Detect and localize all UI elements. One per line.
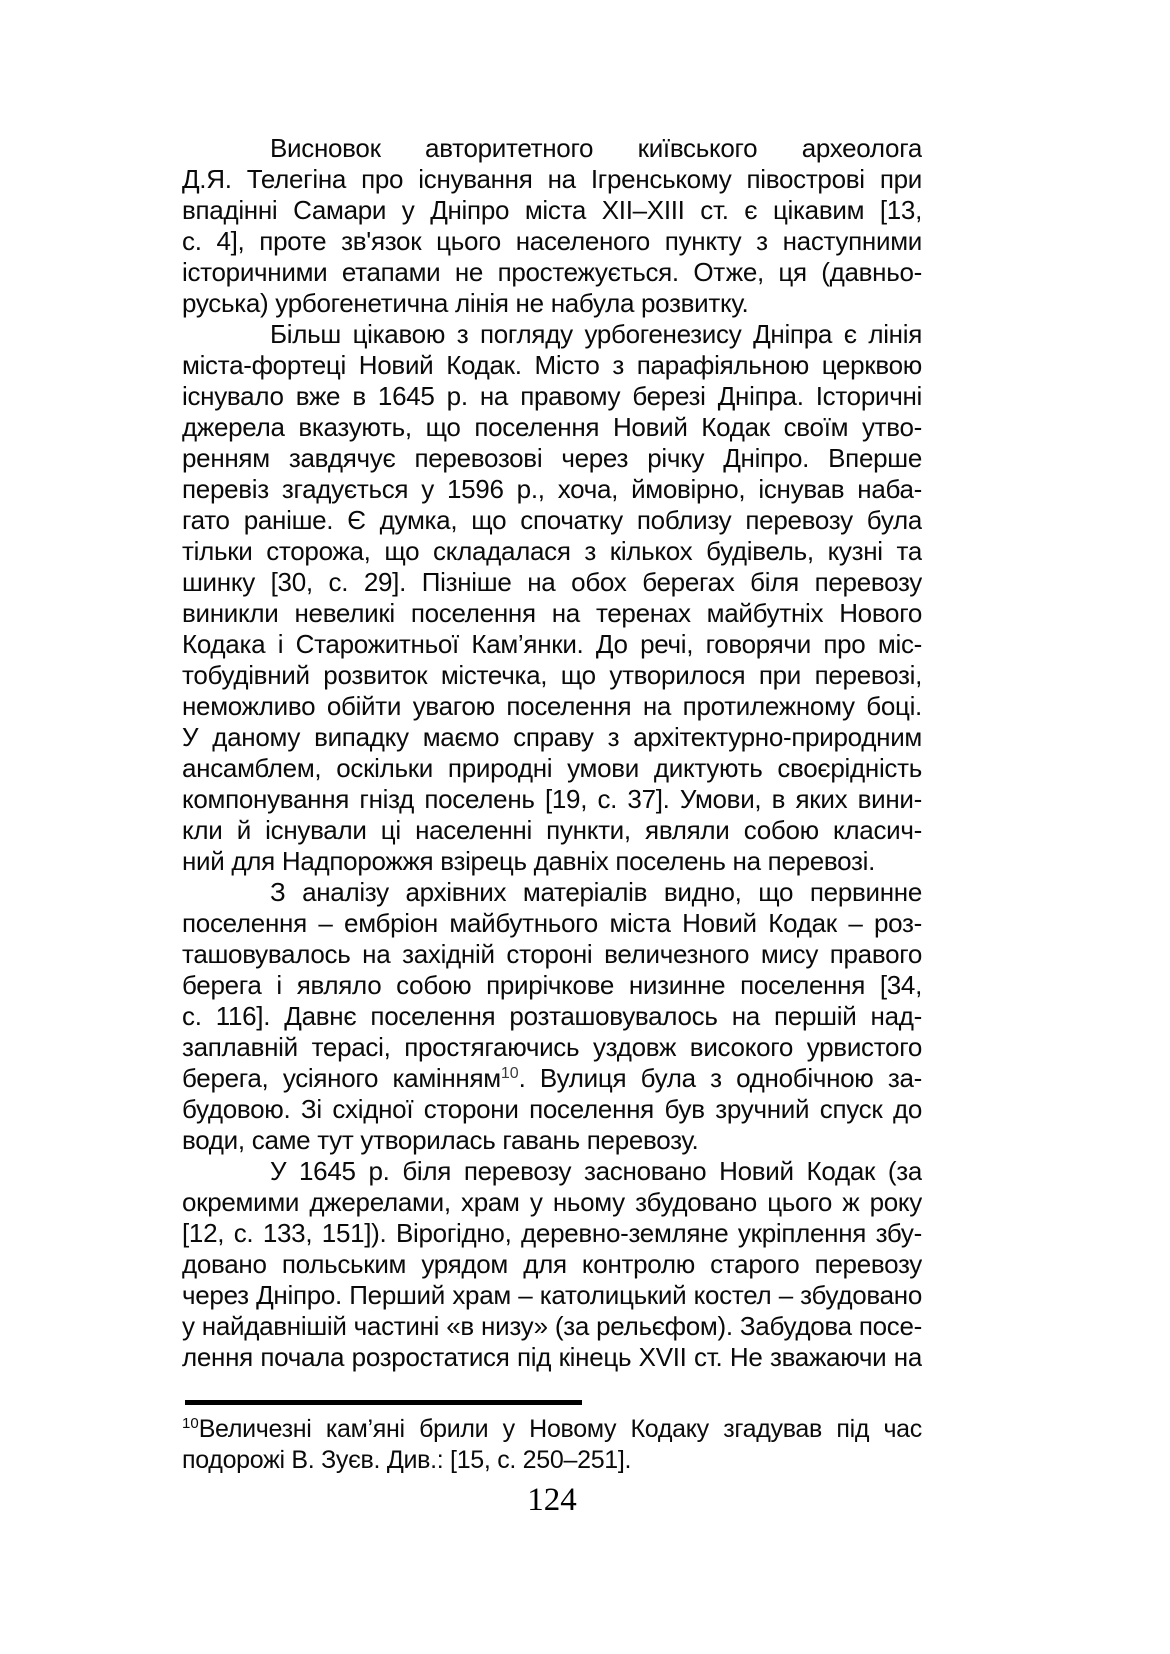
text-line: лення почала розростатися під кінець XVII ст. Не зважаючи на bbox=[182, 1342, 922, 1372]
footnote-separator-rule bbox=[185, 1400, 582, 1405]
text-line: компонування гнізд поселень [19, с. 37]. Умови, в яких вини- bbox=[182, 784, 922, 814]
text-line: [12, с. 133, 151]). Вірогідно, деревно-земляне укріплення збу- bbox=[182, 1218, 922, 1248]
text-line: ний для Надпорожжя взірець давніх поселень на перевозі. bbox=[182, 846, 876, 876]
text-line: впадінні Самари у Дніпро міста XII–XIII ст. є цікавим [13, bbox=[182, 195, 922, 225]
text-line: довано польським урядом для контролю старого перевозу bbox=[182, 1249, 922, 1279]
text-line: окремими джерелами, храм у ньому збудовано цього ж року bbox=[182, 1187, 922, 1217]
text-line: через Дніпро. Перший храм – католицький костел – збудовано bbox=[182, 1280, 922, 1310]
text-line: історичними етапами не простежується. Отже, ця (давньо- bbox=[182, 257, 922, 287]
text-line: ансамблем, оскільки природні умови диктують своєрідність bbox=[182, 753, 922, 783]
text-line: Кодака і Старожитньої Кам’янки. До речі, говорячи про міс- bbox=[182, 629, 922, 659]
footnote-ref-marker: 10 bbox=[500, 1065, 519, 1082]
text-line: заплавній терасі, простягаючись уздовж високого урвистого bbox=[182, 1032, 922, 1062]
text-line: у найдавнішій частині «в низу» (за рельєфом). Забудова посе- bbox=[182, 1311, 922, 1341]
body-text bbox=[182, 133, 922, 1373]
text-line: У 1645 р. біля перевозу засновано Новий Кодак (за bbox=[270, 1156, 922, 1186]
text-line: руська) урбогенетична лінія не набула розвитку. bbox=[182, 288, 749, 318]
text-line: існувало вже в 1645 р. на правому березі Дніпра. Історичні bbox=[182, 381, 922, 411]
text-line: гато раніше. Є думка, що спочатку поблизу перевозу була bbox=[182, 505, 922, 535]
text-line: тільки сторожа, що складалася з кількох будівель, кузні та bbox=[182, 536, 922, 566]
text-line: берега і являло собою прирічкове низинне поселення [34, bbox=[182, 970, 922, 1000]
text-line: шинку [30, с. 29]. Пізніше на обох берегах біля перевозу bbox=[182, 567, 922, 597]
text-line: води, саме тут утворилась гавань перевозу. bbox=[182, 1125, 699, 1155]
text-line: З аналізу архівних матеріалів видно, що первинне bbox=[270, 877, 922, 907]
text-line: Висновок авторитетного київського археолога bbox=[270, 133, 922, 163]
text-line: поселення – ембріон майбутнього міста Новий Кодак – роз- bbox=[182, 908, 922, 938]
paragraph-4 bbox=[182, 1156, 922, 1373]
text-line: перевіз згадується у 1596 р., хоча, ймовірно, існував наба- bbox=[182, 474, 922, 504]
text-line: будовою. Зі східної сторони поселення був зручний спуск до bbox=[182, 1094, 922, 1124]
footnote-ref-marker: 10 bbox=[182, 1415, 199, 1432]
text-line: с. 4], проте зв'язок цього населеного пункту з наступними bbox=[182, 226, 922, 256]
text-line: ренням завдячує перевозові через річку Дніпро. Вперше bbox=[182, 443, 922, 473]
text-line: Д.Я. Телегіна про існування на Ігренському півострові при bbox=[182, 164, 922, 194]
text-line: У даному випадку маємо справу з архітектурно-природним bbox=[182, 722, 922, 752]
text-line: Більш цікавою з погляду урбогенезису Дніпра є лінія bbox=[270, 319, 922, 349]
page-number: 124 bbox=[527, 1482, 577, 1518]
paragraph-1 bbox=[182, 133, 922, 319]
paragraph-2 bbox=[182, 319, 922, 877]
text-line: неможливо обійти увагою поселення на протилежному боці. bbox=[182, 691, 922, 721]
text-line: виникли невеликі поселення на теренах майбутніх Нового bbox=[182, 598, 922, 628]
text-line: берега, усіяного камінням$^{10}$. Вулиця була з однобічною за- bbox=[182, 1063, 922, 1093]
footnote-text bbox=[182, 1414, 922, 1476]
paragraph-3 bbox=[182, 877, 922, 1156]
text-line: тобудівний розвиток містечка, що утворилося при перевозі, bbox=[182, 660, 922, 690]
text-line: кли й існували ці населенні пункти, являли собою класич- bbox=[182, 815, 922, 845]
text-line: міста-фортеці Новий Кодак. Місто з парафіяльною церквою bbox=[182, 350, 922, 380]
text-line: $^{10}$Величезні кам’яні брили у Новому Кодаку згадував під час bbox=[182, 1415, 922, 1443]
text-line: с. 116]. Давнє поселення розташовувалось на першій над- bbox=[182, 1001, 922, 1031]
text-line: джерела вказують, що поселення Новий Кодак своїм утво- bbox=[182, 412, 922, 442]
text-line: подорожі В. Зуєв. Див.: [15, с. 250–251]. bbox=[182, 1446, 632, 1474]
text-line: ташовувалось на західній стороні величезного мису правого bbox=[182, 939, 922, 969]
